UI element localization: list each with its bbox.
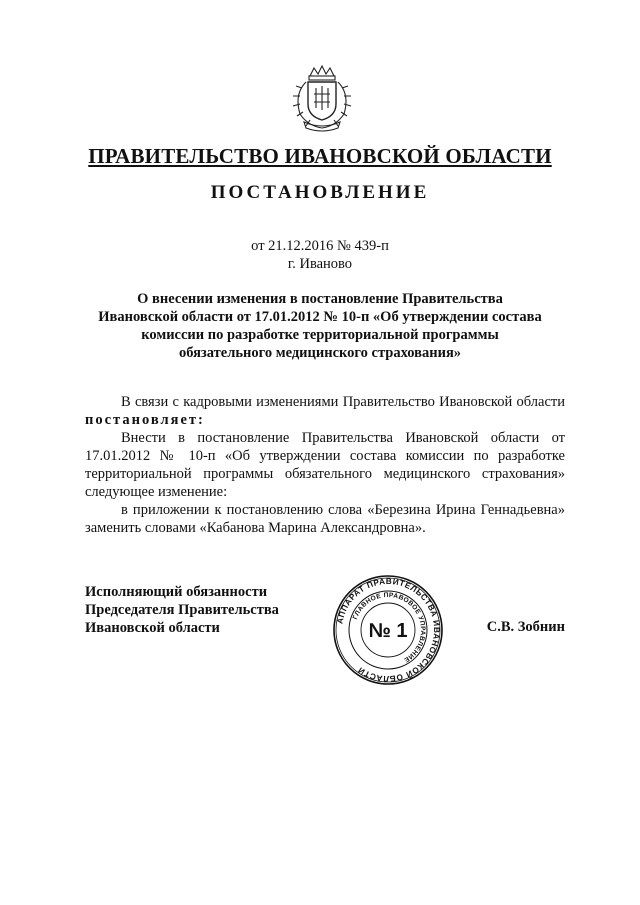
- subject-line: обязательного медицинского страхования»: [178, 345, 462, 361]
- subject-line: комиссии по разработке территориальной программы: [141, 327, 499, 343]
- official-seal-stamp: [332, 574, 444, 686]
- document-body: [85, 393, 565, 537]
- city: г. Иваново: [287, 256, 353, 272]
- svg-text:№ 1: № 1: [368, 620, 408, 642]
- svg-text:ГЛАВНОЕ ПРАВОВОЕ УПРАВЛЕНИЕ: ГЛАВНОЕ ПРАВОВОЕ УПРАВЛЕНИЕ: [351, 591, 427, 664]
- subject-line: О внесении изменения в постановление Правительства: [137, 291, 503, 307]
- paragraph-amendment: Внести в постановление Правительства Ивановской области от 17.01.2012 № 10-п «Об утверждении состава комиссии по разработке территориальной программы обязательного медицинского страхования» следующее изменение:: [85, 430, 565, 500]
- paragraph-change: в приложении к постановлению слова «Березина Ирина Геннадьевна» заменить словами «Кабанова Марина Александровна».: [85, 502, 565, 536]
- document-type: ПОСТАНОВЛЕНИЕ: [210, 182, 430, 203]
- svg-text:АППАРАТ ПРАВИТЕЛЬСТВА ИВАНОВСК: АППАРАТ ПРАВИТЕЛЬСТВА ИВАНОВСКОЙ ОБЛАСТИ: [335, 576, 442, 684]
- document-subject: [70, 290, 570, 362]
- signatory-title-line: Ивановской области: [85, 620, 220, 636]
- subject-line: Ивановской области от 17.01.2012 № 10-п «Об утверждении состава: [98, 309, 542, 325]
- signatory-title: [85, 583, 279, 637]
- date-and-number: от 21.12.2016 № 439-п: [251, 238, 389, 254]
- resolution-keyword: постановляет:: [85, 412, 205, 428]
- coat-of-arms-icon: [290, 64, 354, 132]
- preamble-text: В связи с кадровыми изменениями Правительство Ивановской области: [121, 394, 565, 410]
- signatory-title-line: Председателя Правительства: [85, 602, 279, 618]
- signatory-title-line: Исполняющий обязанности: [85, 584, 268, 600]
- signatory-name: С.В. Зобнин: [486, 619, 565, 635]
- organization-title: ПРАВИТЕЛЬСТВО ИВАНОВСКОЙ ОБЛАСТИ: [88, 144, 552, 168]
- paragraph-preamble: [85, 393, 565, 429]
